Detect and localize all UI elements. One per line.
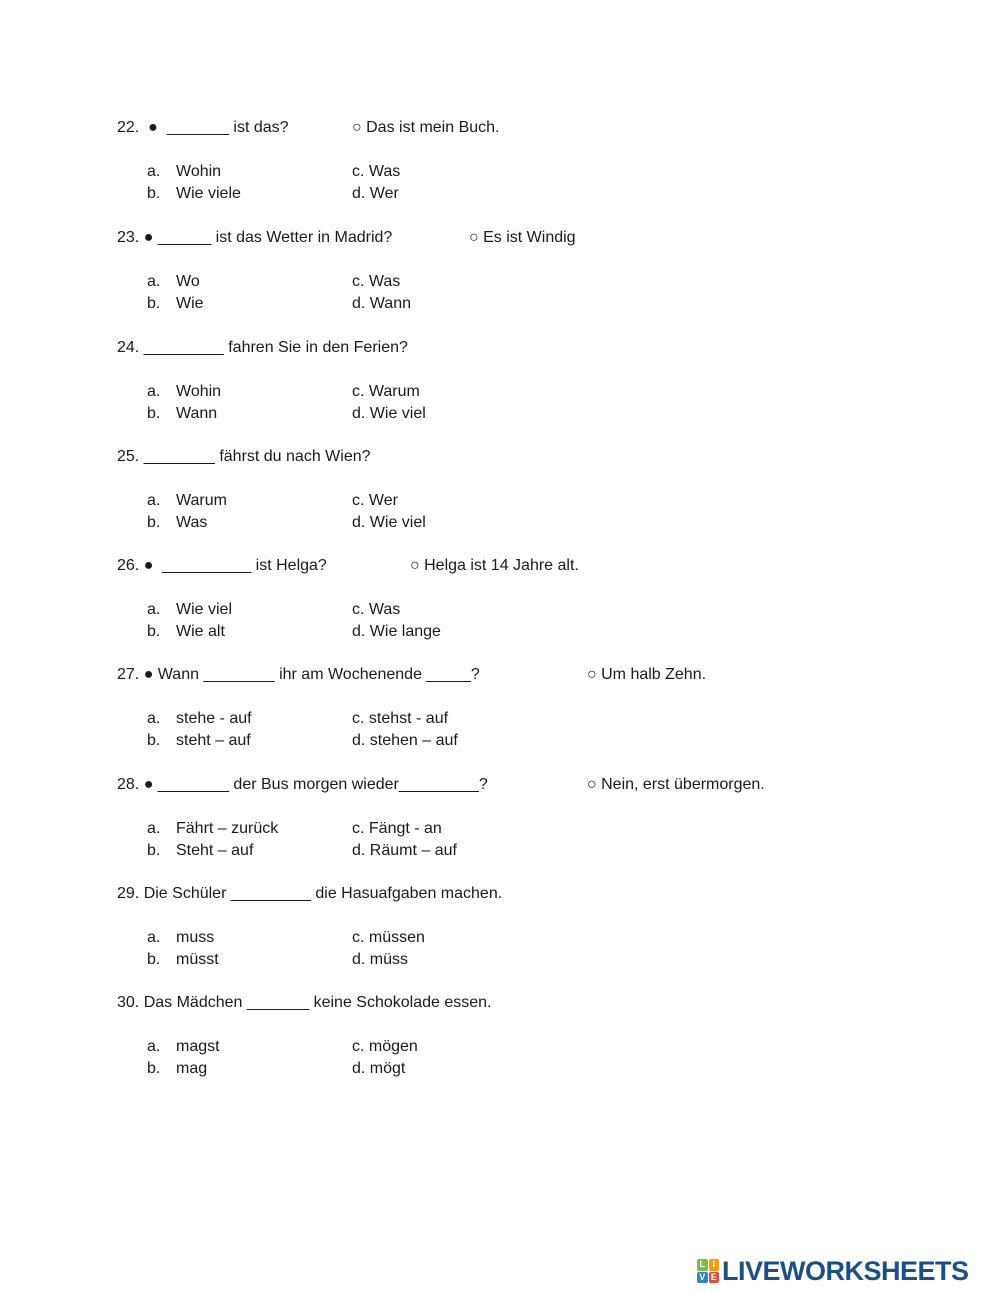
answer-option[interactable]: d. Wer <box>352 185 399 202</box>
option-letter: b. <box>147 405 161 422</box>
option-letter: b. <box>147 842 161 859</box>
answer-option[interactable]: c. Was <box>352 273 401 290</box>
liveworksheets-logo-icon <box>697 1259 719 1283</box>
option-text: Wie viel <box>176 601 233 618</box>
answer-option[interactable]: c. mögen <box>352 1038 418 1055</box>
question-prompt: 25. ________ fährst du nach Wien? <box>117 448 371 465</box>
option-letter: a. <box>147 273 161 290</box>
option-letter: b. <box>147 1060 161 1077</box>
option-letter: a. <box>147 383 161 400</box>
question-prompt: 27. ● Wann ________ ihr am Wochenende _____? <box>117 666 480 683</box>
question-prompt: 23. ● ______ ist das Wetter in Madrid? <box>117 229 393 246</box>
option-text: mag <box>176 1060 208 1077</box>
option-letter: b. <box>147 951 161 968</box>
option-text: müsst <box>176 951 219 968</box>
logo-letter-e: E <box>709 1272 720 1284</box>
question-block <box>0 228 1000 316</box>
answer-option[interactable]: d. müss <box>352 951 409 968</box>
option-text: magst <box>176 1038 220 1055</box>
question-prompt: 22. ● _______ ist das? <box>117 119 289 136</box>
answer-option[interactable]: c. stehst - auf <box>352 710 449 727</box>
option-letter: b. <box>147 732 161 749</box>
answer-option[interactable]: d. Wie viel <box>352 514 426 531</box>
question-prompt: 29. Die Schüler _________ die Hasuafgaben machen. <box>117 885 503 902</box>
option-letter: a. <box>147 1038 161 1055</box>
option-text: Warum <box>176 492 227 509</box>
answer-option[interactable]: c. Warum <box>352 383 420 400</box>
option-text: Wie <box>176 295 204 312</box>
question-block <box>0 665 1000 753</box>
option-text: Wie alt <box>176 623 225 640</box>
question-block <box>0 447 1000 535</box>
option-letter: a. <box>147 710 161 727</box>
option-text: Was <box>176 514 208 531</box>
option-letter: a. <box>147 601 161 618</box>
question-block <box>0 338 1000 426</box>
question-block <box>0 993 1000 1081</box>
answer-option[interactable]: c. Was <box>352 601 401 618</box>
option-text: muss <box>176 929 215 946</box>
question-answer: ○ Um halb Zehn. <box>587 666 707 683</box>
option-text: Wohin <box>176 383 222 400</box>
answer-option[interactable]: d. Wie viel <box>352 405 426 422</box>
logo-text: LIVEWORKSHEETS <box>722 1256 969 1286</box>
option-letter: b. <box>147 514 161 531</box>
answer-option[interactable]: c. müssen <box>352 929 425 946</box>
liveworksheets-logo <box>697 1256 969 1286</box>
question-answer: ○ Das ist mein Buch. <box>352 119 500 136</box>
option-text: Fährt – zurück <box>176 820 279 837</box>
logo-letter-l: L <box>697 1259 708 1271</box>
option-text: stehe - auf <box>176 710 252 727</box>
question-prompt: 24. _________ fahren Sie in den Ferien? <box>117 339 408 356</box>
option-letter: a. <box>147 492 161 509</box>
question-block <box>0 556 1000 644</box>
option-letter: b. <box>147 295 161 312</box>
question-answer: ○ Nein, erst übermorgen. <box>587 776 765 793</box>
answer-option[interactable]: c. Was <box>352 163 401 180</box>
option-text: Wohin <box>176 163 222 180</box>
option-letter: b. <box>147 185 161 202</box>
answer-option[interactable]: d. mögt <box>352 1060 406 1077</box>
question-block <box>0 118 1000 206</box>
question-prompt: 30. Das Mädchen _______ keine Schokolade essen. <box>117 994 492 1011</box>
answer-option[interactable]: d. stehen – auf <box>352 732 458 749</box>
option-text: Wie viele <box>176 185 241 202</box>
option-text: steht – auf <box>176 732 251 749</box>
question-prompt: 28. ● ________ der Bus morgen wieder_________? <box>117 776 488 793</box>
logo-letter-i: I <box>709 1259 720 1271</box>
answer-option[interactable]: c. Fängt - an <box>352 820 442 837</box>
option-letter: a. <box>147 820 161 837</box>
logo-letter-v: V <box>697 1272 708 1284</box>
option-text: Steht – auf <box>176 842 254 859</box>
question-answer: ○ Es ist Windig <box>469 229 576 246</box>
answer-option[interactable]: c. Wer <box>352 492 398 509</box>
option-text: Wo <box>176 273 200 290</box>
question-answer: ○ Helga ist 14 Jahre alt. <box>410 557 579 574</box>
option-letter: a. <box>147 163 161 180</box>
question-block <box>0 775 1000 863</box>
answer-option[interactable]: d. Wann <box>352 295 411 312</box>
option-letter: a. <box>147 929 161 946</box>
option-text: Wann <box>176 405 218 422</box>
question-prompt: 26. ● __________ ist Helga? <box>117 557 327 574</box>
answer-option[interactable]: d. Wie lange <box>352 623 441 640</box>
answer-option[interactable]: d. Räumt – auf <box>352 842 457 859</box>
question-block <box>0 884 1000 972</box>
option-letter: b. <box>147 623 161 640</box>
